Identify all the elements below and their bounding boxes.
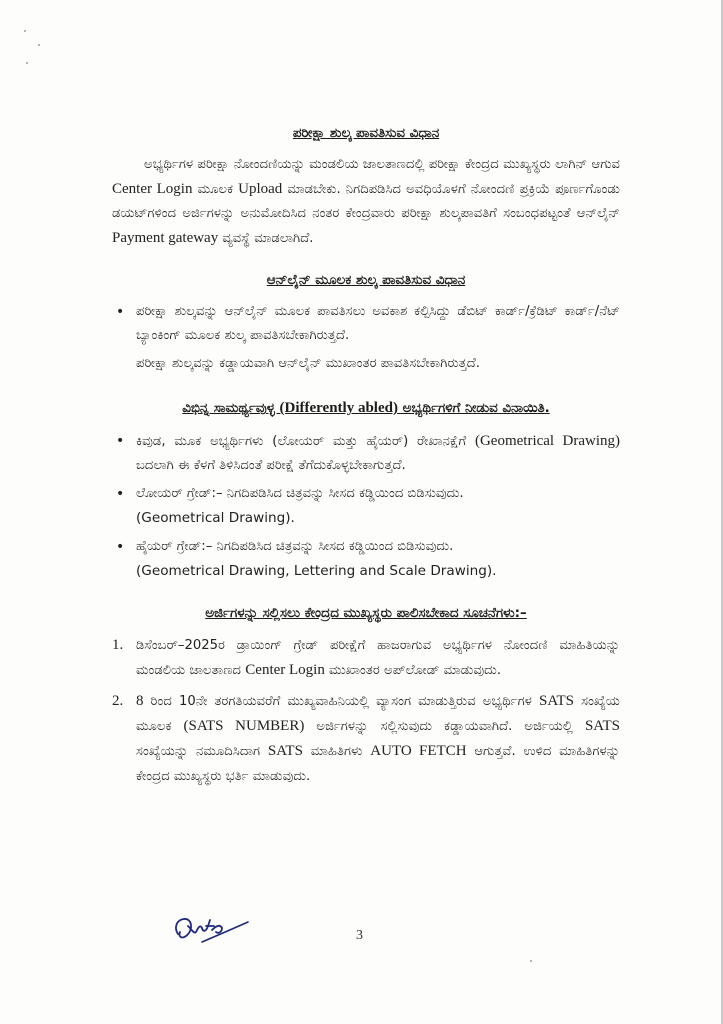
english-term: SATS — [267, 743, 303, 759]
heading-text: ವಿಭಿನ್ನ ಸಾಮರ್ಥ್ಯವುಳ್ಳ — [182, 401, 280, 416]
list-item — [112, 429, 620, 478]
english-term: (SATS NUMBER) — [183, 718, 305, 734]
text-run: ಸಂಖ್ಯೆಯನ್ನು ನಮೂದಿಸಿದಾಗ — [136, 744, 268, 759]
list-item-text: ಹೈಯರ್ ಗ್ರೇಡ್:– ನಿಗದಿಪಡಿಸಿದ ಚಿತ್ರವನ್ನು ಸೀಸದ ಕಡ್ಡಿಯಿಂದ ಬಿಡಿಸುವುದು. — [136, 539, 454, 554]
scan-speck — [26, 62, 28, 64]
list-item-text-en: (Geometrical Drawing). — [136, 510, 295, 526]
english-term: 8 — [136, 693, 144, 709]
list-item — [112, 300, 620, 348]
bullet-icon: • — [116, 433, 125, 449]
scan-speck — [24, 30, 26, 32]
text-run: ವ್ಯವಸ್ಥೆ ಮಾಡಲಾಗಿದೆ. — [218, 231, 314, 246]
english-term: SATS — [584, 718, 620, 734]
bullet-icon: • — [116, 304, 125, 320]
text-run: ಅಭ್ಯರ್ಥಿಗಳ ಪರೀಕ್ಷಾ ನೋಂದಣಿಯನ್ನು ಮಂಡಲಿಯ ಜಾಲತಾಣದಲ್ಲಿ ಪರೀಕ್ಷಾ ಕೇಂದ್ರದ ಮುಖ್ಯಸ್ಥರು ಲಾಗಿನ್ ಆಗುವ — [144, 157, 620, 172]
document-body — [112, 126, 620, 789]
instructions-list — [112, 633, 620, 789]
english-term: Center Login — [112, 181, 193, 197]
list-item-text-en: (Geometrical Drawing) — [474, 433, 620, 449]
numbered-item — [112, 689, 620, 789]
text-run: ಸಂಖ್ಯೆಯ ಮೂಲಕ — [136, 694, 620, 734]
text-run: ಆಗುತ್ತವೆ. ಉಳಿದ ಮಾಹಿತಿಗಳನ್ನು ಕೇಂದ್ರದ ಮುಖ್ಯಸ್ಥರು ಭರ್ತಿ ಮಾಡುವುದು. — [136, 744, 620, 784]
bullet-icon: • — [116, 539, 125, 555]
item-number: 2. — [112, 693, 124, 709]
text-run: ಮಾಡಬೇಕು. ನಿಗದಿಪಡಿಸಿದ ಅವಧಿಯೊಳಗೆ ನೋಂದಣಿ ಪ್ರಕ್ರಿಯೆ ಪೂರ್ಣಗೊಂಡು ಡಯಟ್‌ಗಳಿಂದ ಅರ್ಜಿಗಳನ್ನು ಅನುಮೋದಿಸಿದ ನಂತರ ಕೇಂದ್ರವಾರು ಪರೀಕ್ಷಾ ಶುಲ್ಕಪಾವತಿಗೆ ಸಂಬಂಧಪಟ್ಟಂತೆ ಆನ್‌ಲೈನ್ — [112, 182, 620, 221]
text-run: ರಿಂದ 10ನೇ ತರಗತಿಯವರೆಗೆ ಮುಖ್ಯವಾಹಿನಿಯಲ್ಲಿ ವ್ಯಾಸಂಗ ಮಾಡುತ್ತಿರುವ ಅಭ್ಯರ್ಥಿಗಳ — [143, 694, 539, 709]
text-run: ಮೂಲಕ — [192, 182, 239, 197]
heading-fee-payment-method: ಪರೀಕ್ಷಾ ಶುಲ್ಕ ಪಾವತಿಸುವ ವಿಧಾನ — [292, 126, 440, 141]
signature-icon — [172, 904, 252, 952]
list-item-text: ಪರೀಕ್ಷಾ ಶುಲ್ಕವನ್ನು ಆನ್‌ಲೈನ್ ಮೂಲಕ ಪಾವತಿಸಲು ಅವಕಾಶ ಕಲ್ಪಿಸಿದ್ದು ಡೆಬಿಟ್ ಕಾರ್ಡ್/ಕ್ರೆಡಿಟ್ ಕಾರ್ಡ್/ನೆಟ್ ಬ್ಯಾಂಕಿಂಗ್ ಮೂಲಕ ಶುಲ್ಕ ಪಾವತಿಸಬೇಕಾಗಿರುತ್ತದೆ. — [136, 304, 620, 343]
text-run: ಮುಖಾಂತರ ಅಪ್‌ಲೋಡ್ ಮಾಡುವುದು. — [324, 663, 502, 678]
list-item — [112, 482, 620, 531]
numbered-item — [112, 633, 620, 683]
english-term: SATS — [538, 693, 575, 709]
online-payment-note: ಪರೀಕ್ಷಾ ಶುಲ್ಕವನ್ನು ಕಡ್ಡಾಯವಾಗಿ ಆನ್‌ಲೈನ್ ಮುಖಾಂತರ ಪಾವತಿಸಬೇಕಾಗಿರುತ್ತದೆ. — [136, 356, 480, 371]
scan-speck — [38, 44, 40, 46]
text-run: ಡಿಸೆಂಬರ್–2025ರ ಡ್ರಾಯಿಂಗ್ ಗ್ರೇಡ್ ಪರೀಕ್ಷೆಗೆ ಹಾಜರಾಗುವ ಅಭ್ಯರ್ಥಿಗಳ ನೋಂದಣಿ ಮಾಹಿತಿಯನ್ನು ಮಂಡಲಿಯ ಜಾಲತಾಣದ — [136, 638, 620, 678]
page-number: 3 — [356, 928, 363, 943]
list-item-text-en: (Geometrical Drawing, Lettering and Scale Drawing). — [136, 563, 497, 579]
heading-center-instructions: ಅರ್ಜಿಗಳನ್ನು ಸಲ್ಲಿಸಲು ಕೇಂದ್ರದ ಮುಖ್ಯಸ್ಥರು ಪಾಲಿಸಬೇಕಾದ ಸೂಚನೆಗಳು:– — [205, 606, 527, 621]
list-item — [112, 535, 620, 584]
heading-text: ಅಭ್ಯರ್ಥಿಗಳಿಗೆ ನೀಡುವ ವಿನಾಯಿತಿ. — [397, 401, 550, 416]
list-item-text: ಕಿವುಡ, ಮೂಕ ಅಭ್ಯರ್ಥಿಗಳು (ಲೋಯರ್ ಮತ್ತು ಹೈಯರ್) ರೇಖಾನಕ್ಷೆಗೆ — [136, 434, 475, 449]
english-term: Upload — [238, 181, 283, 197]
heading-online-payment-method: ಆನ್‌ಲೈನ್ ಮೂಲಕ ಶುಲ್ಕ ಪಾವತಿಸುವ ವಿಧಾನ — [266, 273, 466, 288]
english-term: AUTO FETCH — [370, 743, 467, 759]
list-item-text: ಲೋಯರ್ ಗ್ರೇಡ್:– ನಿಗದಿಪಡಿಸಿದ ಚಿತ್ರವನ್ನು ಸೀಸದ ಕಡ್ಡಿಯಿಂದ ಬಿಡಿಸುವುದು. — [136, 486, 464, 501]
differently-abled-list — [112, 429, 620, 584]
online-payment-list — [112, 300, 620, 348]
item-number: 1. — [112, 637, 124, 653]
english-term: Payment gateway — [112, 230, 219, 246]
list-item-text: ಬದಲಾಗಿ ಈ ಕೆಳಗೆ ತಿಳಿಸಿದಂತೆ ಪರೀಕ್ಷೆ ತೆಗೆದುಕೊಳ್ಳಬೇಕಾಗುತ್ತದೆ. — [136, 458, 406, 473]
text-run: ಮಾಹಿತಿಗಳು — [302, 744, 371, 759]
paragraph-fee-payment — [112, 153, 620, 251]
heading-text-en: (Differently abled) — [279, 400, 398, 416]
scan-speck — [530, 960, 532, 962]
heading-differently-abled — [112, 400, 620, 417]
bullet-icon: • — [116, 486, 125, 502]
english-term: Center Login — [245, 662, 325, 678]
text-run: ಅರ್ಜಿಗಳನ್ನು ಸಲ್ಲಿಸುವುದು ಕಡ್ಡಾಯವಾಗಿದೆ. ಅರ್ಜಿಯಲ್ಲಿ — [304, 719, 585, 734]
